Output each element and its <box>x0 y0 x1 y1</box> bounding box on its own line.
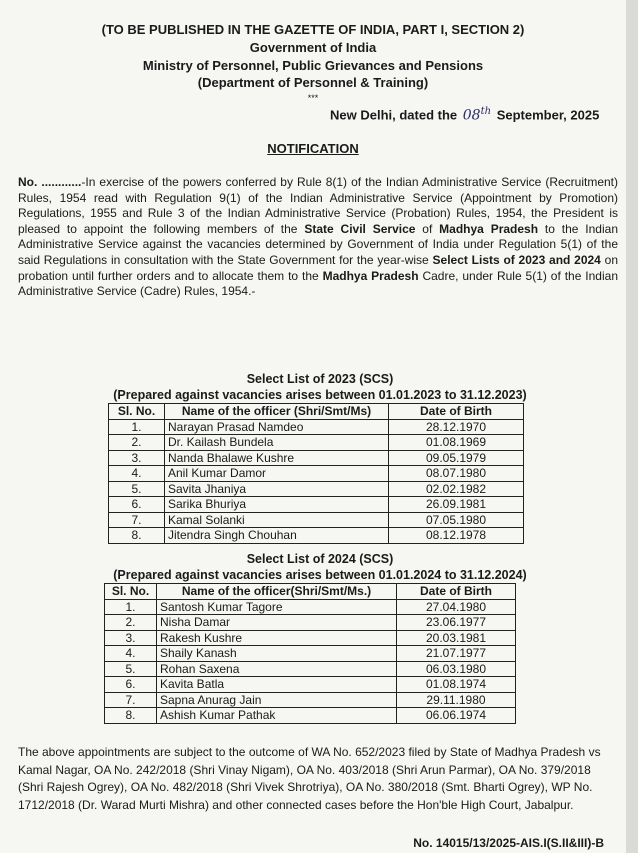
date-suffix: September, 2025 <box>496 107 600 123</box>
table-row <box>109 435 524 451</box>
notification-heading <box>0 141 626 156</box>
cell-sl-no: 5. <box>109 481 165 497</box>
cell-date-of-birth: 08.12.1978 <box>389 528 524 544</box>
cell-sl-no: 1. <box>105 599 157 615</box>
cell-sl-no: 2. <box>105 615 157 631</box>
table-body-2024 <box>105 599 516 723</box>
cell-date-of-birth: 01.08.1969 <box>389 435 524 451</box>
table-row <box>109 528 524 544</box>
cell-officer-name: Ashish Kumar Pathak <box>157 708 397 724</box>
col-sl-no: Sl. No. <box>105 584 157 600</box>
cell-officer-name: Nanda Bhalawe Kushre <box>165 450 389 466</box>
table-row <box>105 599 516 615</box>
cell-officer-name: Rohan Saxena <box>157 661 397 677</box>
cell-sl-no: 7. <box>105 692 157 708</box>
day-number: 08 <box>462 107 481 124</box>
table-row <box>105 677 516 693</box>
table-row <box>105 708 516 724</box>
table-row <box>105 615 516 631</box>
cell-date-of-birth: 20.03.1981 <box>397 630 516 646</box>
cell-date-of-birth: 09.05.1979 <box>389 450 524 466</box>
cell-officer-name: Kamal Solanki <box>165 512 389 528</box>
cell-date-of-birth: 01.08.1974 <box>397 677 516 693</box>
cell-date-of-birth: 08.07.1980 <box>389 466 524 482</box>
col-name: Name of the officer (Shri/Smt/Ms) <box>165 404 389 420</box>
cell-date-of-birth: 07.05.1980 <box>389 512 524 528</box>
cell-sl-no: 4. <box>109 466 165 482</box>
day-suffix: th <box>480 106 492 117</box>
cell-sl-no: 2. <box>109 435 165 451</box>
cell-sl-no: 6. <box>105 677 157 693</box>
cell-date-of-birth: 06.03.1980 <box>397 661 516 677</box>
notification-body <box>18 175 618 300</box>
cell-sl-no: 8. <box>105 708 157 724</box>
cell-date-of-birth: 23.06.1977 <box>397 615 516 631</box>
cell-officer-name: Narayan Prasad Namdeo <box>165 419 389 435</box>
notification-number: No. ............ <box>18 175 82 189</box>
cell-officer-name: Savita Jhaniya <box>165 481 389 497</box>
cell-officer-name: Dr. Kailash Bundela <box>165 435 389 451</box>
date-line <box>330 106 599 124</box>
cell-date-of-birth: 26.09.1981 <box>389 497 524 513</box>
date-prefix: New Delhi, dated the <box>330 107 458 123</box>
cell-sl-no: 7. <box>109 512 165 528</box>
col-dob: Date of Birth <box>397 584 516 600</box>
cell-sl-no: 6. <box>109 497 165 513</box>
body-text-3: to the Indian Administrative Service against the vacancies determined by Government of India under Regulation 5(1) of the said Regulations in consultation with the State Government for the year-wise <box>18 221 618 267</box>
cell-officer-name: Rakesh Kushre <box>157 630 397 646</box>
government-line: Government of India <box>249 40 377 55</box>
department-line: (Department of Personnel & Training) <box>197 75 429 90</box>
table-row <box>109 466 524 482</box>
list-2023-title: Select List of 2023 (SCS) <box>246 372 394 386</box>
cell-officer-name: Santosh Kumar Tagore <box>157 599 397 615</box>
cell-officer-name: Sapna Anurag Jain <box>157 692 397 708</box>
table-body-2023 <box>109 419 524 543</box>
cell-sl-no: 3. <box>109 450 165 466</box>
body-text-1: -In exercise of the powers conferred by Rule 8(1) of the Indian Administrative Service (Recruitment) Rules, 1954 read with Regulation 9(1) of the Indian Administrative Service (Appointment by Promotion) Regulations, 1955 and Rule 3 of the Indian Administrative Service (Probation) Rules, 1954, the President is pleased to appoint the following members of the <box>18 175 619 236</box>
table-header-row <box>109 404 524 420</box>
cell-sl-no: 5. <box>105 661 157 677</box>
table-header-row <box>105 584 516 600</box>
cell-date-of-birth: 06.06.1974 <box>397 708 516 724</box>
select-list-2023-table <box>108 403 524 544</box>
cell-officer-name: Shaily Kanash <box>157 646 397 662</box>
cell-date-of-birth: 21.07.1977 <box>397 646 516 662</box>
footer-paragraph: The above appointments are subject to the outcome of WA No. 652/2023 filed by State of Madhya Pradesh vs Kamal Nagar, OA No. 242/2018 (Shri Vinay Nigam), OA No. 403/2018 (Shri Arun Parmar), OA No. 379/2018 (Shri Rajesh Ogrey), OA No. 482/2018 (Shri Vivek Shrotriya), OA No. 380/2018 (Smt. Bharti Ogrey), WP No. 1712/2018 (Dr. Warad Murti Mishra) and other connected cases before the Hon'ble High Court, Jabalpur. <box>18 745 601 812</box>
col-sl-no: Sl. No. <box>109 404 165 420</box>
table-row <box>109 497 524 513</box>
body-bold-4: Madhya Pradesh <box>322 268 419 283</box>
file-reference-number: No. 14015/13/2025-AIS.I(S.II&III)-B <box>413 836 604 850</box>
cell-sl-no: 4. <box>105 646 157 662</box>
cell-officer-name: Anil Kumar Damor <box>165 466 389 482</box>
body-bold-1: State Civil Service <box>304 221 416 236</box>
table-row <box>105 661 516 677</box>
stars-separator: *** <box>307 93 319 103</box>
body-text-5: Cadre, under Rule 5(1) of the Indian Administrative Service (Cadre) Rules, 1954.- <box>18 268 618 299</box>
body-bold-3: Select Lists of 2023 and 2024 <box>432 252 601 267</box>
cell-officer-name: Nisha Damar <box>157 615 397 631</box>
cell-sl-no: 1. <box>109 419 165 435</box>
notification-title: NOTIFICATION <box>267 141 359 156</box>
ministry-line: Ministry of Personnel, Public Grievances and Pensions <box>142 58 484 73</box>
cell-sl-no: 8. <box>109 528 165 544</box>
cell-date-of-birth: 29.11.1980 <box>397 692 516 708</box>
col-name: Name of the officer(Shri/Smt/Ms.) <box>157 584 397 600</box>
table-row <box>109 450 524 466</box>
body-text-4: on probation until further orders and to allocate them to the <box>18 252 618 283</box>
col-dob: Date of Birth <box>389 404 524 420</box>
table-row <box>109 481 524 497</box>
table-row <box>105 630 516 646</box>
select-list-2024-table <box>104 583 516 724</box>
table-row <box>105 692 516 708</box>
table-row <box>105 646 516 662</box>
body-bold-2: Madhya Pradesh <box>439 221 539 236</box>
cell-officer-name: Jitendra Singh Chouhan <box>165 528 389 544</box>
cell-sl-no: 3. <box>105 630 157 646</box>
cell-officer-name: Sarika Bhuriya <box>165 497 389 513</box>
gazette-heading: (TO BE PUBLISHED IN THE GAZETTE OF INDIA, PART I, SECTION 2) <box>101 22 525 37</box>
table-row <box>109 419 524 435</box>
list-2024-title: Select List of 2024 (SCS) <box>246 552 394 566</box>
list-2024-subtitle: (Prepared against vacancies arises between 01.01.2024 to 31.12.2024) <box>113 568 527 582</box>
body-text-2: of <box>415 221 440 236</box>
cell-date-of-birth: 27.04.1980 <box>397 599 516 615</box>
cell-date-of-birth: 02.02.1982 <box>389 481 524 497</box>
cell-officer-name: Kavita Batla <box>157 677 397 693</box>
cell-date-of-birth: 28.12.1970 <box>389 419 524 435</box>
table-row <box>109 512 524 528</box>
scan-edge <box>626 0 638 853</box>
handwritten-day <box>463 106 491 124</box>
list-2023-subtitle: (Prepared against vacancies arises between 01.01.2023 to 31.12.2023) <box>113 388 527 402</box>
